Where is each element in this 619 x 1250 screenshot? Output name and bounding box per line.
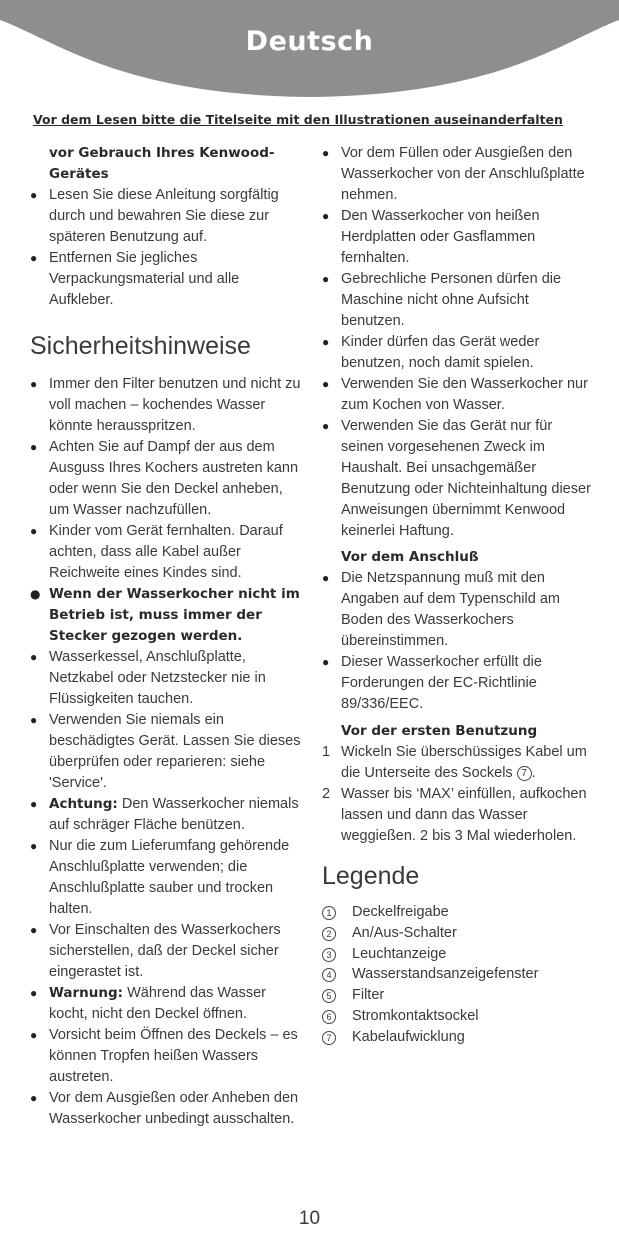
legend-number: 6 xyxy=(322,1010,336,1024)
list-item: ● Kinder dürfen das Gerät weder benutzen, noch damit spielen. xyxy=(322,332,592,374)
legend-label: Leuchtanzeige xyxy=(352,945,447,962)
list-item: ● Vorsicht beim Öffnen des Deckels – es können Tropfen heißen Wassers austreten. xyxy=(30,1025,302,1088)
legend-item xyxy=(322,964,592,985)
legend-number: 1 xyxy=(322,906,336,920)
item-text: Den Wasserkocher niemals auf schräger Fläche benützen. xyxy=(49,796,299,833)
connection-heading: Vor dem Anschluß xyxy=(341,549,479,565)
warnung-label: Warnung: xyxy=(49,985,124,1001)
step-number: 2 xyxy=(322,786,331,802)
legend-label: Stromkontaktsockel xyxy=(352,1007,479,1024)
fold-instruction: Vor dem Lesen bitte die Titelseite mit den Illustrationen auseinanderfalten xyxy=(33,112,563,127)
list-item: ● Die Netzspannung muß mit den Angaben auf dem Typenschild am Boden des Wasserkochers übereinstimmen. xyxy=(322,568,592,652)
list-item: ● Verwenden Sie das Gerät nur für seinen vorgesehenen Zweck im Haushalt. Bei unsachgemäßer Benutzung oder Nichteinhaltung dieser Anweisungen übernimmt Kenwood keinerlei Haftung. xyxy=(322,416,592,542)
step-item xyxy=(322,742,592,784)
legend-item xyxy=(322,985,592,1006)
list-item xyxy=(30,794,302,836)
list-item: ● Dieser Wasserkocher erfüllt die Forderungen der EC-Richtlinie 89/336/EEC. xyxy=(322,652,592,715)
list-item: ● Wasserkessel, Anschlußplatte, Netzkabel oder Netzstecker nie in Flüssigkeiten tauchen. xyxy=(30,647,302,710)
list-item xyxy=(30,983,302,1025)
safety-list-continued xyxy=(322,143,592,542)
list-item: ● Kinder vom Gerät fernhalten. Darauf achten, dass alle Kabel außer Reichweite eines Kindes sind. xyxy=(30,521,302,584)
legend-number: 3 xyxy=(322,948,336,962)
language-title: Deutsch xyxy=(245,26,374,57)
list-item: ● Vor dem Füllen oder Ausgießen den Wasserkocher von der Anschlußplatte nehmen. xyxy=(322,143,592,206)
legend-item xyxy=(322,1006,592,1027)
achtung-label: Achtung: xyxy=(49,796,118,812)
list-item: ● Lesen Sie diese Anleitung sorgfältig durch und bewahren Sie diese zur späteren Benutzung auf. xyxy=(30,185,302,248)
part-ref-number: 7 xyxy=(517,766,532,781)
intro-heading: vor Gebrauch Ihres Kenwood-Gerätes xyxy=(49,145,275,182)
step-item xyxy=(322,784,592,847)
legend-label: An/Aus-Schalter xyxy=(352,924,457,941)
legend-item xyxy=(322,902,592,923)
legend-number: 2 xyxy=(322,927,336,941)
list-item: ● Wenn der Wasserkocher nicht im Betrieb ist, muss immer der Stecker gezogen werden. xyxy=(30,584,302,647)
list-item: ● Vor Einschalten des Wasserkochers sicherstellen, daß der Deckel sicher eingerastet ist. xyxy=(30,920,302,983)
first-use-heading: Vor der ersten Benutzung xyxy=(341,723,538,739)
list-item: ● Entfernen Sie jegliches Verpackungsmaterial und alle Aufkleber. xyxy=(30,248,302,311)
list-item: ● Verwenden Sie niemals ein beschädigtes Gerät. Lassen Sie dieses überprüfen oder reparieren: siehe 'Service'. xyxy=(30,710,302,794)
step-text: Wasser bis ‘MAX’ einfüllen, aufkochen lassen und dann das Wasser weggießen. 2 bis 3 Mal wiederholen. xyxy=(341,786,587,844)
legend-item xyxy=(322,923,592,944)
legend-label: Deckelfreigabe xyxy=(352,904,449,920)
list-item: ● Nur die zum Lieferumfang gehörende Anschlußplatte verwenden; die Anschlußplatte sauber und trocken halten. xyxy=(30,836,302,920)
right-column xyxy=(322,143,592,1048)
step-text: Wickeln Sie überschüssiges Kabel um die Unterseite des Sockels xyxy=(341,744,587,781)
list-item: ● Achten Sie auf Dampf der aus dem Ausguss Ihres Kochers austreten kann oder wenn Sie den Deckel anheben, um Wasser nachzufüllen. xyxy=(30,437,302,521)
list-item: ● Gebrechliche Personen dürfen die Maschine nicht ohne Aufsicht benutzen. xyxy=(322,269,592,332)
legend-label: Kabelaufwicklung xyxy=(352,1028,465,1045)
legend-list xyxy=(322,902,592,1048)
page-number: 10 xyxy=(298,1208,321,1229)
legend-number: 4 xyxy=(322,968,336,982)
safety-title: Sicherheitshinweise xyxy=(30,332,251,360)
list-item: ● Verwenden Sie den Wasserkocher nur zum Kochen von Wasser. xyxy=(322,374,592,416)
legend-title: Legende xyxy=(322,862,420,890)
intro-list xyxy=(30,185,302,311)
legend-number: 7 xyxy=(322,1031,336,1045)
step-end: . xyxy=(531,765,536,781)
step-number: 1 xyxy=(322,744,331,760)
list-item: ● Den Wasserkocher von heißen Herdplatten oder Gasflammen fernhalten. xyxy=(322,206,592,269)
item-text: Während das Wasser kocht, nicht den Deckel öffnen. xyxy=(49,985,266,1022)
left-column xyxy=(30,143,302,1130)
legend-number: 5 xyxy=(322,989,336,1003)
legend-item xyxy=(322,944,592,965)
connection-list xyxy=(322,568,592,715)
legend-label: Wasserstandsanzeigefenster xyxy=(352,966,539,983)
legend-item xyxy=(322,1027,592,1048)
first-use-steps xyxy=(322,742,592,847)
legend-label: Filter xyxy=(352,987,385,1004)
safety-list xyxy=(30,374,302,1130)
list-item: ● Immer den Filter benutzen und nicht zu voll machen – kochendes Wasser könnte herausspritzen. xyxy=(30,374,302,437)
list-item: ● Vor dem Ausgießen oder Anheben den Wasserkocher unbedingt ausschalten. xyxy=(30,1088,302,1130)
